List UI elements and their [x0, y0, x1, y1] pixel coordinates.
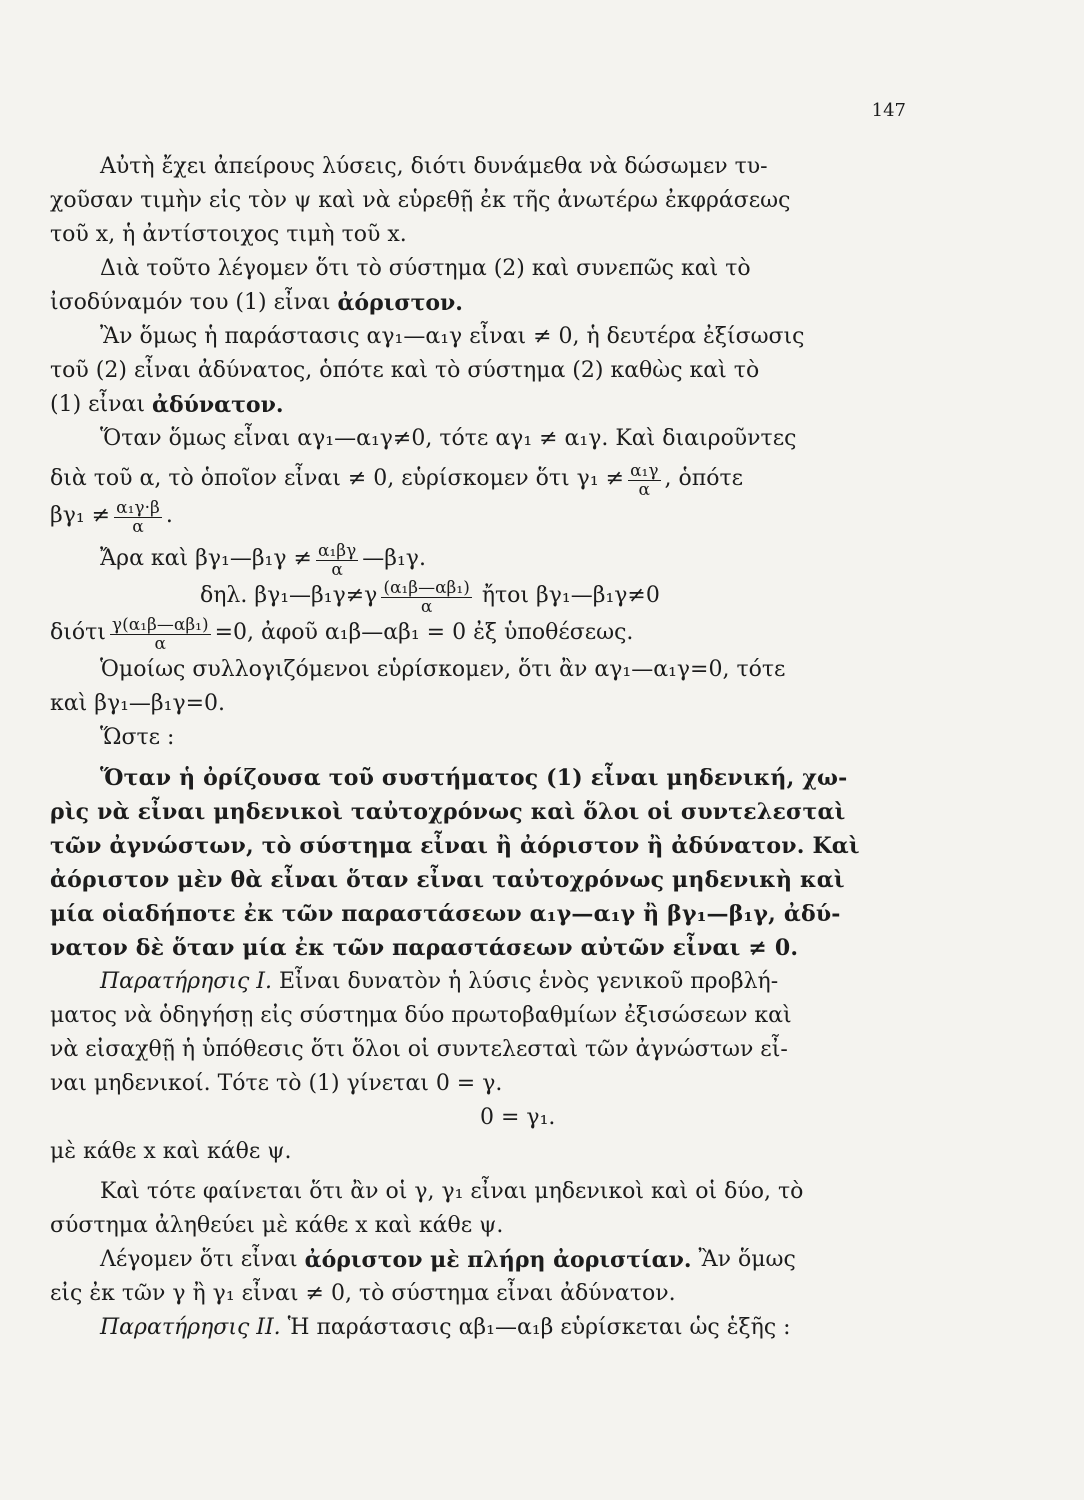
text-line: Ὅταν ὅμως εἶναι αγ₁—α₁γ≠0, τότε αγ₁ ≠ α₁γ. Καὶ διαιροῦντες: [100, 426, 797, 451]
text-span: —β₁γ.: [362, 546, 426, 571]
text-line: ματος νὰ ὁδηγήσῃ εἰς σύστημα δύο πρωτοβαθμίων ἐξισώσεων καὶ: [50, 1003, 792, 1028]
text-span: Εἶναι δυνατὸν ἡ λύσις ἑνὸς γενικοῦ προβλή-: [271, 969, 779, 994]
fraction-numerator: α₁γ·β: [116, 498, 160, 518]
text-line: Διὰ τοῦτο λέγομεν ὅτι τὸ σύστημα (2) καὶ συνεπῶς καὶ τὸ: [100, 256, 751, 281]
text-line: [50, 499, 906, 536]
page-number: 147: [871, 100, 906, 121]
remark-1: [50, 965, 906, 1169]
text-line: [50, 388, 906, 422]
fraction-denominator: α: [132, 517, 144, 537]
theorem-line: ρὶς νὰ εἶναι μηδενικοὶ ταὐτοχρόνως καὶ ὅλοι οἱ συντελεσταὶ: [50, 799, 846, 825]
theorem-line: ἀόριστον μὲν θὰ εἶναι ὅταν εἶναι ταὐτοχρόνως μηδενικὴ καὶ: [50, 867, 845, 893]
theorem-line: μία οἱαδήποτε ἐκ τῶν παραστάσεων α₁γ—α₁γ ἢ βγ₁—β₁γ, ἀδύ-: [50, 901, 841, 927]
fraction-numerator: α₁βγ: [317, 541, 357, 561]
theorem-line: Ὅταν ἡ ὀρίζουσα τοῦ συστήματος (1) εἶναι μηδενική, χω-: [100, 765, 848, 791]
fraction-denominator: α: [638, 480, 651, 500]
text-span: .: [165, 503, 173, 528]
fraction-denominator: α: [420, 597, 433, 617]
remark-2: [50, 1311, 906, 1345]
fraction-numerator: α₁γ: [630, 461, 659, 481]
text-line: εἰς ἐκ τῶν γ ἢ γ₁ εἶναι ≠ 0, τὸ σύστημα εἶναι ἀδύνατον.: [50, 1281, 676, 1306]
text-line: καὶ βγ₁—β₁γ=0.: [50, 691, 226, 716]
text-line: [50, 1243, 906, 1277]
text-span: Ἡ παράστασις αβ₁—α₁β εὑρίσκεται ὡς ἑξῆς :: [280, 1315, 791, 1340]
equation-line: 0 = γ₁.: [480, 1105, 556, 1130]
fraction-denominator: α: [331, 560, 343, 580]
fraction-numerator: (α₁β—αβ₁): [383, 578, 470, 598]
text-span: διὰ τοῦ α, τὸ ὁποῖον εἶναι ≠ 0, εὑρίσκομεν ὅτι γ₁ ≠: [50, 466, 625, 491]
text-line: [50, 286, 906, 320]
text-line: Καὶ τότε φαίνεται ὅτι ἂν οἱ γ, γ₁ εἶναι μηδενικοὶ καὶ οἱ δύο, τὸ: [100, 1179, 804, 1204]
text-line: τοῦ x, ἡ ἀντίστοιχος τιμὴ τοῦ x.: [50, 222, 407, 247]
fraction: [114, 499, 162, 536]
equation-line: [50, 616, 906, 653]
bold-term: ἀδύνατον.: [152, 392, 284, 418]
text-line: [50, 965, 906, 999]
text-span: ἰσοδύναμόν του (1) εἶναι: [50, 290, 338, 315]
text-line: τοῦ (2) εἶναι ἀδύνατος, ὁπότε καὶ τὸ σύστημα (2) καθὼς καὶ τὸ: [50, 358, 760, 383]
page-body: [50, 150, 906, 1345]
text-line: [50, 462, 906, 499]
text-line: Αὐτὴ ἔχει ἀπείρους λύσεις, διότι δυνάμεθα νὰ δώσωμεν τυ-: [100, 154, 768, 179]
text-span: , ὁπότε: [664, 466, 744, 491]
bold-term: ἀόριστον.: [337, 290, 463, 316]
bold-term: ἀόριστον μὲ πλήρη ἀοριστίαν.: [304, 1247, 692, 1273]
text-span: βγ₁ ≠: [50, 503, 111, 528]
text-span: Ἂν ὅμως: [691, 1247, 796, 1272]
equation-line: [50, 542, 906, 579]
remark-label: Παρατήρησις I.: [100, 969, 272, 994]
text-line: νὰ εἰσαχθῇ ἡ ὑπόθεσις ὅτι ὅλοι οἱ συντελεσταὶ τῶν ἀγνώστων εἶ-: [50, 1037, 788, 1062]
paragraph-5: [50, 653, 906, 721]
text-line: Ἂν ὅμως ἡ παράστασις αγ₁—α₁γ εἶναι ≠ 0, ἡ δευτέρα ἐξίσωσις: [100, 324, 805, 349]
fraction: [628, 462, 660, 499]
text-span: διότι: [50, 620, 106, 645]
text-span: (1) εἶναι: [50, 392, 153, 417]
theorem-line: τῶν ἀγνώστων, τὸ σύστημα εἶναι ἢ ἀόριστον ἢ ἀδύνατον. Καὶ: [50, 833, 860, 859]
paragraph-1: [50, 150, 906, 252]
text-span: =0, ἀφοῦ α₁β—αβ₁ = 0 ἐξ ὑποθέσεως.: [214, 620, 634, 645]
paragraph-7: [50, 1175, 906, 1243]
fraction: [110, 616, 211, 653]
text-span: ἤτοι βγ₁—β₁γ≠0: [481, 583, 660, 608]
paragraph-3: [50, 320, 906, 422]
text-span: Λέγομεν ὅτι εἶναι: [100, 1247, 305, 1272]
text-line: Ὥστε :: [100, 725, 175, 750]
paragraph-4: [50, 422, 906, 536]
fraction: [316, 542, 358, 579]
theorem-block: [50, 761, 906, 965]
text-line: χοῦσαν τιμὴν εἰς τὸν ψ καὶ νὰ εὑρεθῇ ἐκ τῆς ἀνωτέρω ἐκφράσεως: [50, 188, 791, 213]
text-line: ναι μηδενικοί. Τότε τὸ (1) γίνεται 0 = γ.: [50, 1071, 503, 1096]
paragraph-8: [50, 1243, 906, 1311]
text-line: Ὁμοίως συλλογιζόμενοι εὑρίσκομεν, ὅτι ἂν αγ₁—α₁γ=0, τότε: [100, 657, 786, 682]
equation-line: [50, 579, 906, 616]
text-line: σύστημα ἀληθεύει μὲ κάθε x καὶ κάθε ψ.: [50, 1213, 504, 1238]
text-line: μὲ κάθε x καὶ κάθε ψ.: [50, 1139, 292, 1164]
theorem-line: νατον δὲ ὅταν μία ἐκ τῶν παραστάσεων αὐτῶν εἶναι ≠ 0.: [50, 935, 799, 961]
text-span: Ἄρα καὶ βγ₁—β₁γ ≠: [100, 546, 312, 571]
fraction-numerator: γ(α₁β—αβ₁): [111, 615, 209, 635]
text-span: δηλ. βγ₁—β₁γ≠γ: [200, 583, 378, 608]
paragraph-2: [50, 252, 906, 320]
fraction-denominator: α: [154, 634, 166, 654]
remark-label: Παρατήρησις II.: [100, 1315, 281, 1340]
fraction: [381, 579, 472, 616]
